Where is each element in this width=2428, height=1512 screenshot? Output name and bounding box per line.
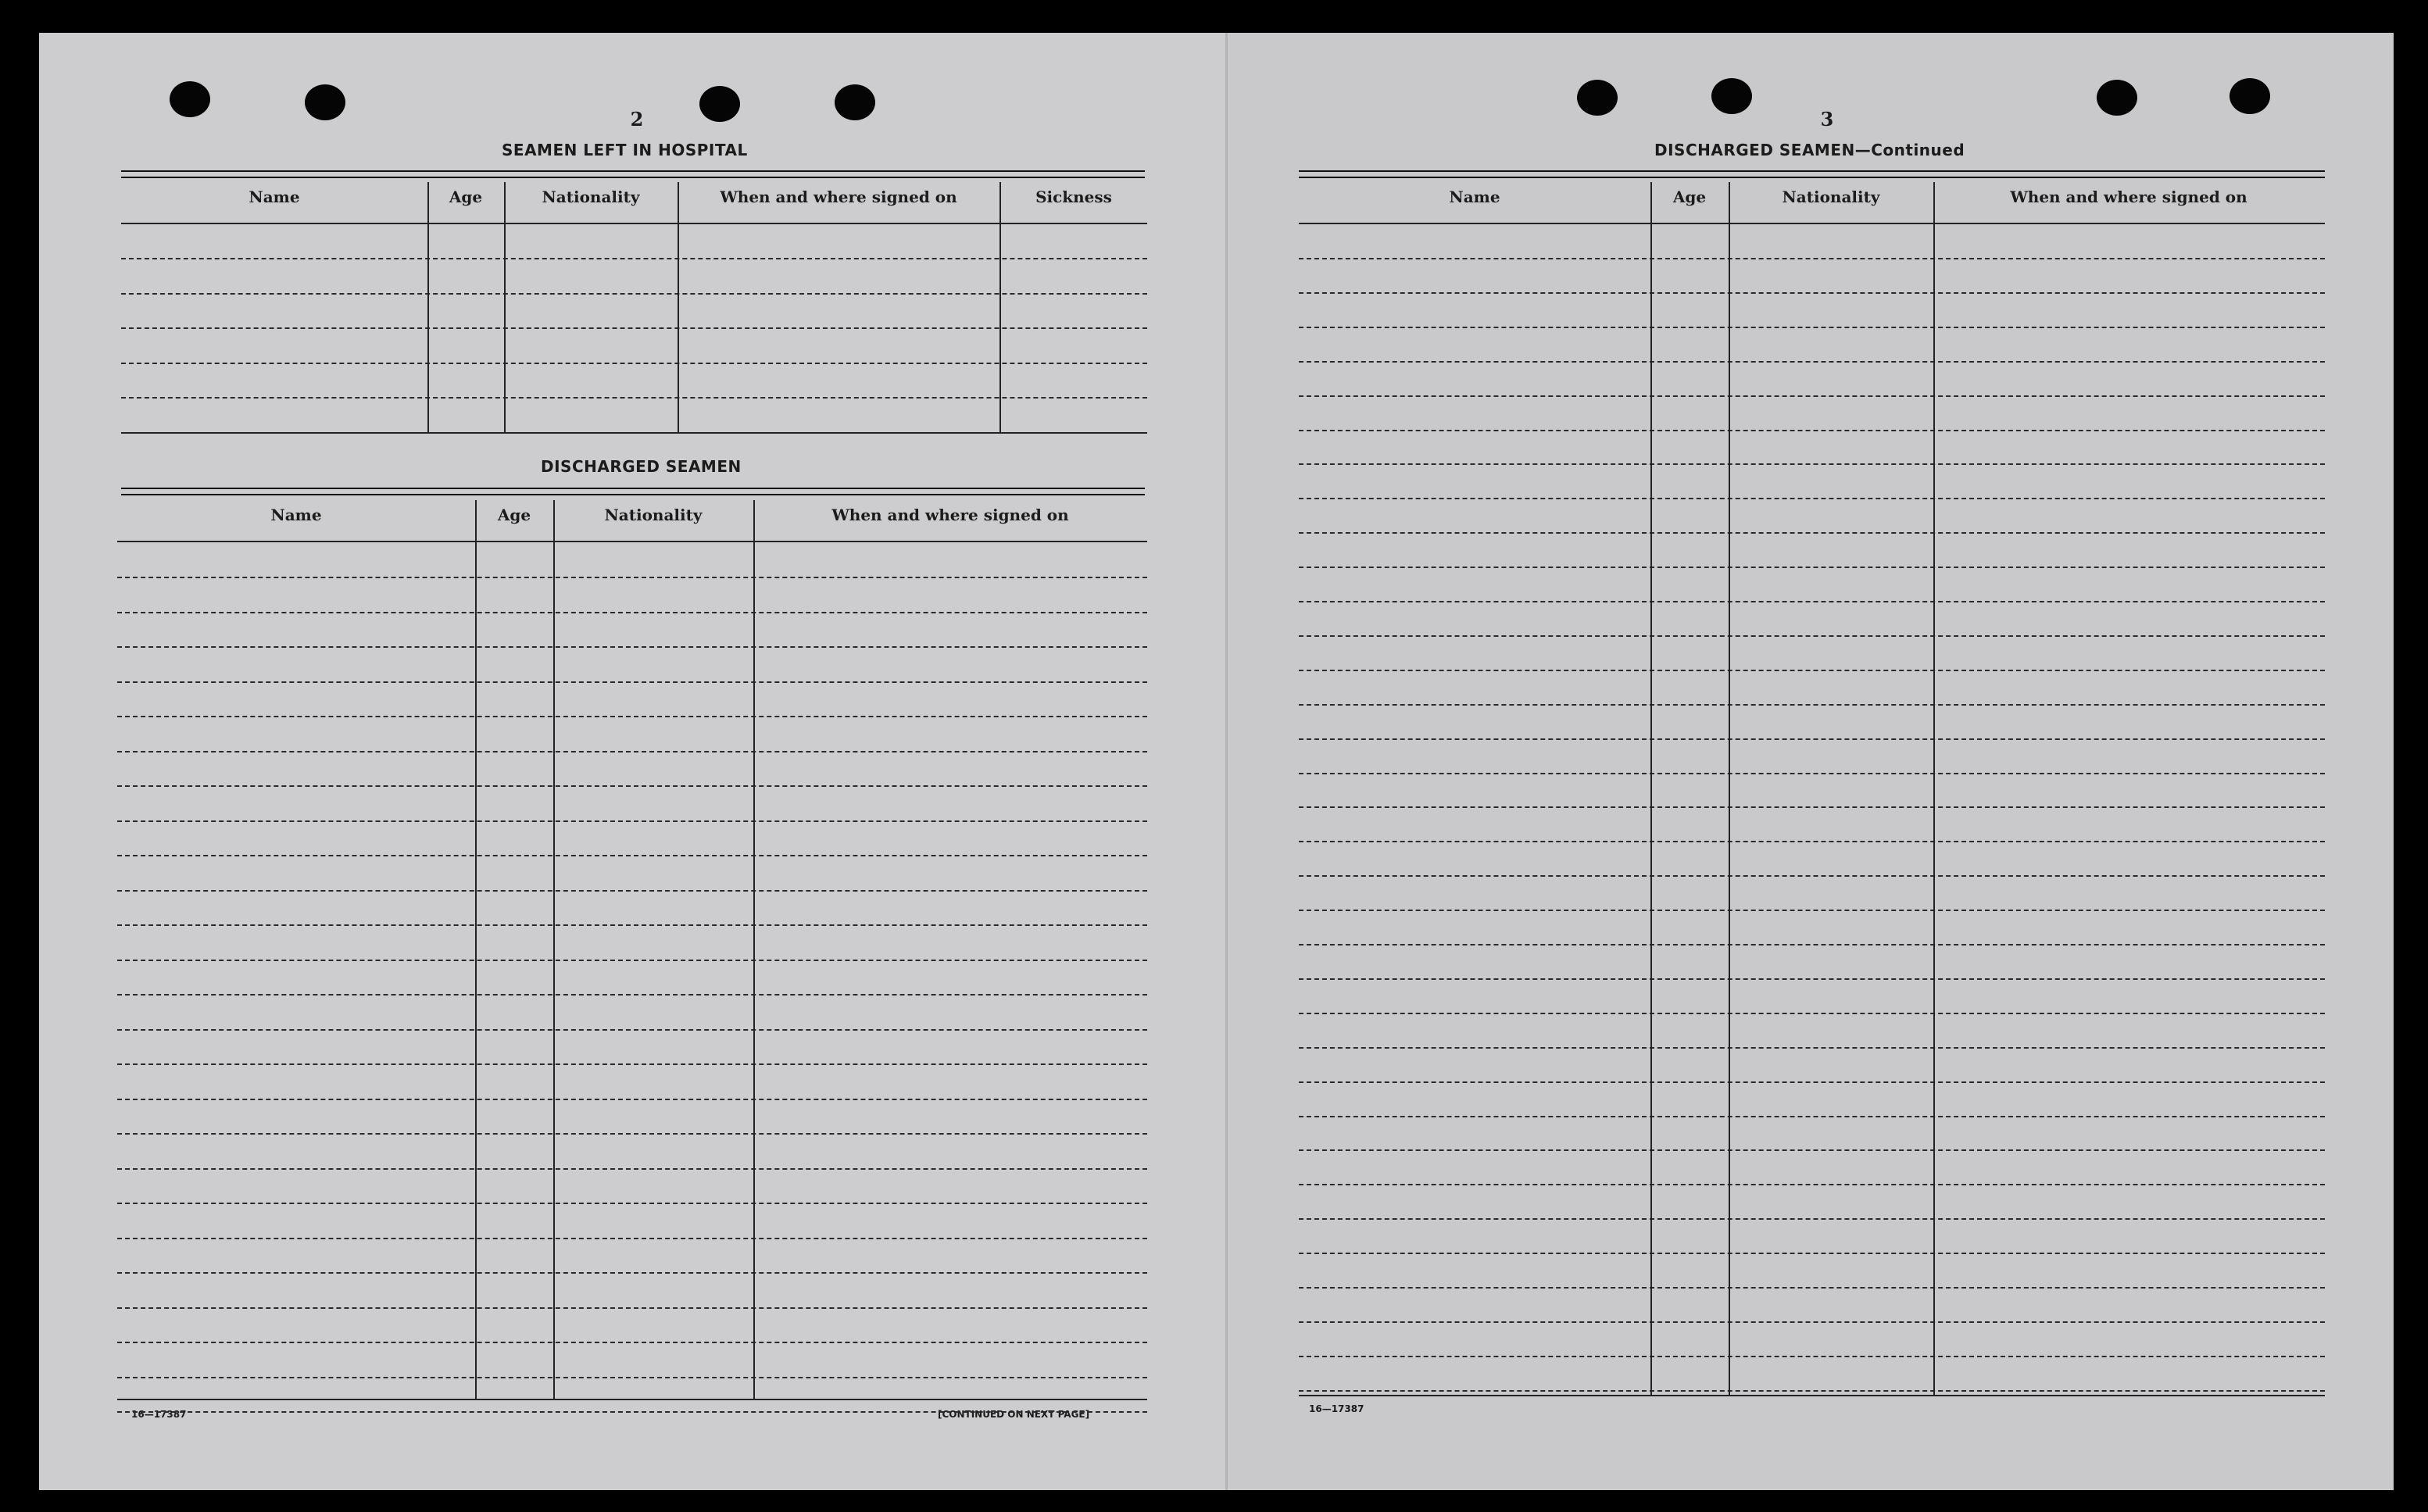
col-header-signed-on: When and where signed on — [2010, 188, 2247, 206]
row-rule — [117, 960, 1147, 961]
row-rule — [121, 363, 1147, 364]
header-rule — [1299, 223, 2325, 224]
row-rule — [1299, 395, 2325, 397]
row-rule — [1299, 601, 2325, 602]
col-header-name: Name — [270, 506, 322, 524]
row-rule — [1299, 532, 2325, 534]
col-header-nationality: Nationality — [604, 506, 703, 524]
column-rule — [678, 182, 679, 432]
row-rule — [117, 1168, 1147, 1170]
row-rule — [117, 1133, 1147, 1135]
form-number: 16—17387 — [131, 1409, 187, 1420]
punch-hole — [1711, 78, 1752, 114]
row-rule — [117, 1377, 1147, 1378]
punch-hole — [305, 84, 345, 120]
row-rule — [117, 994, 1147, 995]
double-rule — [121, 170, 1145, 178]
row-rule — [1299, 1116, 2325, 1117]
row-rule — [117, 716, 1147, 717]
row-rule — [117, 820, 1147, 822]
column-rule — [504, 182, 506, 432]
row-rule — [1299, 841, 2325, 842]
punch-hole — [835, 84, 875, 120]
bottom-rule — [1299, 1395, 2325, 1396]
punch-hole — [2097, 80, 2137, 116]
row-rule — [1299, 773, 2325, 774]
row-rule — [1299, 498, 2325, 499]
page-number: 3 — [1820, 108, 1834, 130]
row-rule — [1299, 1149, 2325, 1151]
row-rule — [1299, 1287, 2325, 1289]
discharged-continued-title: DISCHARGED SEAMEN—Continued — [1654, 141, 1965, 159]
row-rule — [117, 681, 1147, 683]
row-rule — [1299, 978, 2325, 980]
row-rule — [117, 1272, 1147, 1274]
column-rule — [1729, 182, 1730, 1395]
row-rule — [1299, 1013, 2325, 1014]
row-rule — [121, 397, 1147, 399]
row-rule — [121, 293, 1147, 295]
row-rule — [117, 1307, 1147, 1309]
row-rule — [1299, 670, 2325, 671]
header-rule — [117, 541, 1147, 542]
col-header-age: Age — [1672, 188, 1707, 206]
col-header-nationality: Nationality — [1782, 188, 1880, 206]
row-rule — [1299, 258, 2325, 259]
column-rule — [553, 500, 555, 1399]
col-header-age: Age — [449, 188, 483, 206]
row-rule — [117, 1203, 1147, 1204]
row-rule — [117, 1099, 1147, 1100]
row-rule — [117, 646, 1147, 648]
hospital-section-title: SEAMEN LEFT IN HOSPITAL — [502, 141, 748, 159]
row-rule — [117, 751, 1147, 752]
punch-hole — [2230, 78, 2270, 114]
row-rule — [1299, 944, 2325, 945]
row-rule — [117, 612, 1147, 613]
row-rule — [1299, 1253, 2325, 1254]
row-rule — [117, 1063, 1147, 1065]
form-number: 16—17387 — [1309, 1403, 1364, 1414]
col-header-signed-on: When and where signed on — [831, 506, 1069, 524]
row-rule — [1299, 704, 2325, 706]
row-rule — [1299, 327, 2325, 328]
double-rule — [1299, 170, 2325, 178]
row-rule — [1299, 463, 2325, 465]
row-rule — [117, 1342, 1147, 1343]
row-rule — [117, 890, 1147, 892]
row-rule — [117, 924, 1147, 926]
column-rule — [427, 182, 429, 432]
row-rule — [1299, 738, 2325, 740]
bottom-rule — [117, 1399, 1147, 1400]
row-rule — [121, 327, 1147, 329]
punch-hole — [699, 86, 740, 122]
column-rule — [753, 500, 755, 1399]
row-rule — [121, 258, 1147, 259]
row-rule — [117, 1238, 1147, 1239]
row-rule — [117, 855, 1147, 856]
row-rule — [117, 785, 1147, 787]
row-rule — [1299, 1321, 2325, 1323]
double-rule — [121, 488, 1145, 495]
row-rule — [1299, 361, 2325, 363]
row-rule — [1299, 875, 2325, 877]
col-header-sickness: Sickness — [1035, 188, 1112, 206]
punch-hole — [1577, 80, 1618, 116]
column-rule — [1933, 182, 1935, 1395]
page-number: 2 — [630, 108, 644, 130]
row-rule — [117, 1411, 1147, 1413]
row-rule — [1299, 1184, 2325, 1185]
row-rule — [1299, 430, 2325, 431]
row-rule — [1299, 1081, 2325, 1083]
col-header-signed-on: When and where signed on — [720, 188, 957, 206]
column-rule — [1650, 182, 1652, 1395]
row-rule — [1299, 910, 2325, 911]
row-rule — [1299, 1218, 2325, 1220]
discharged-section-title: DISCHARGED SEAMEN — [541, 457, 742, 476]
col-header-age: Age — [497, 506, 531, 524]
column-rule — [475, 500, 477, 1399]
row-rule — [1299, 292, 2325, 294]
row-rule — [117, 577, 1147, 578]
row-rule — [1299, 567, 2325, 568]
page-fold — [1225, 33, 1228, 1490]
col-header-name: Name — [249, 188, 300, 206]
punch-hole — [170, 81, 210, 117]
row-rule — [1299, 1047, 2325, 1049]
col-header-nationality: Nationality — [542, 188, 640, 206]
bottom-rule — [121, 432, 1147, 434]
right-page — [1227, 33, 2394, 1490]
row-rule — [1299, 806, 2325, 808]
row-rule — [1299, 1390, 2325, 1392]
header-rule — [121, 223, 1147, 224]
row-rule — [1299, 1356, 2325, 1357]
column-rule — [999, 182, 1001, 432]
row-rule — [1299, 635, 2325, 637]
row-rule — [117, 1029, 1147, 1031]
col-header-name: Name — [1449, 188, 1500, 206]
continued-note: [CONTINUED ON NEXT PAGE] — [938, 1409, 1090, 1420]
